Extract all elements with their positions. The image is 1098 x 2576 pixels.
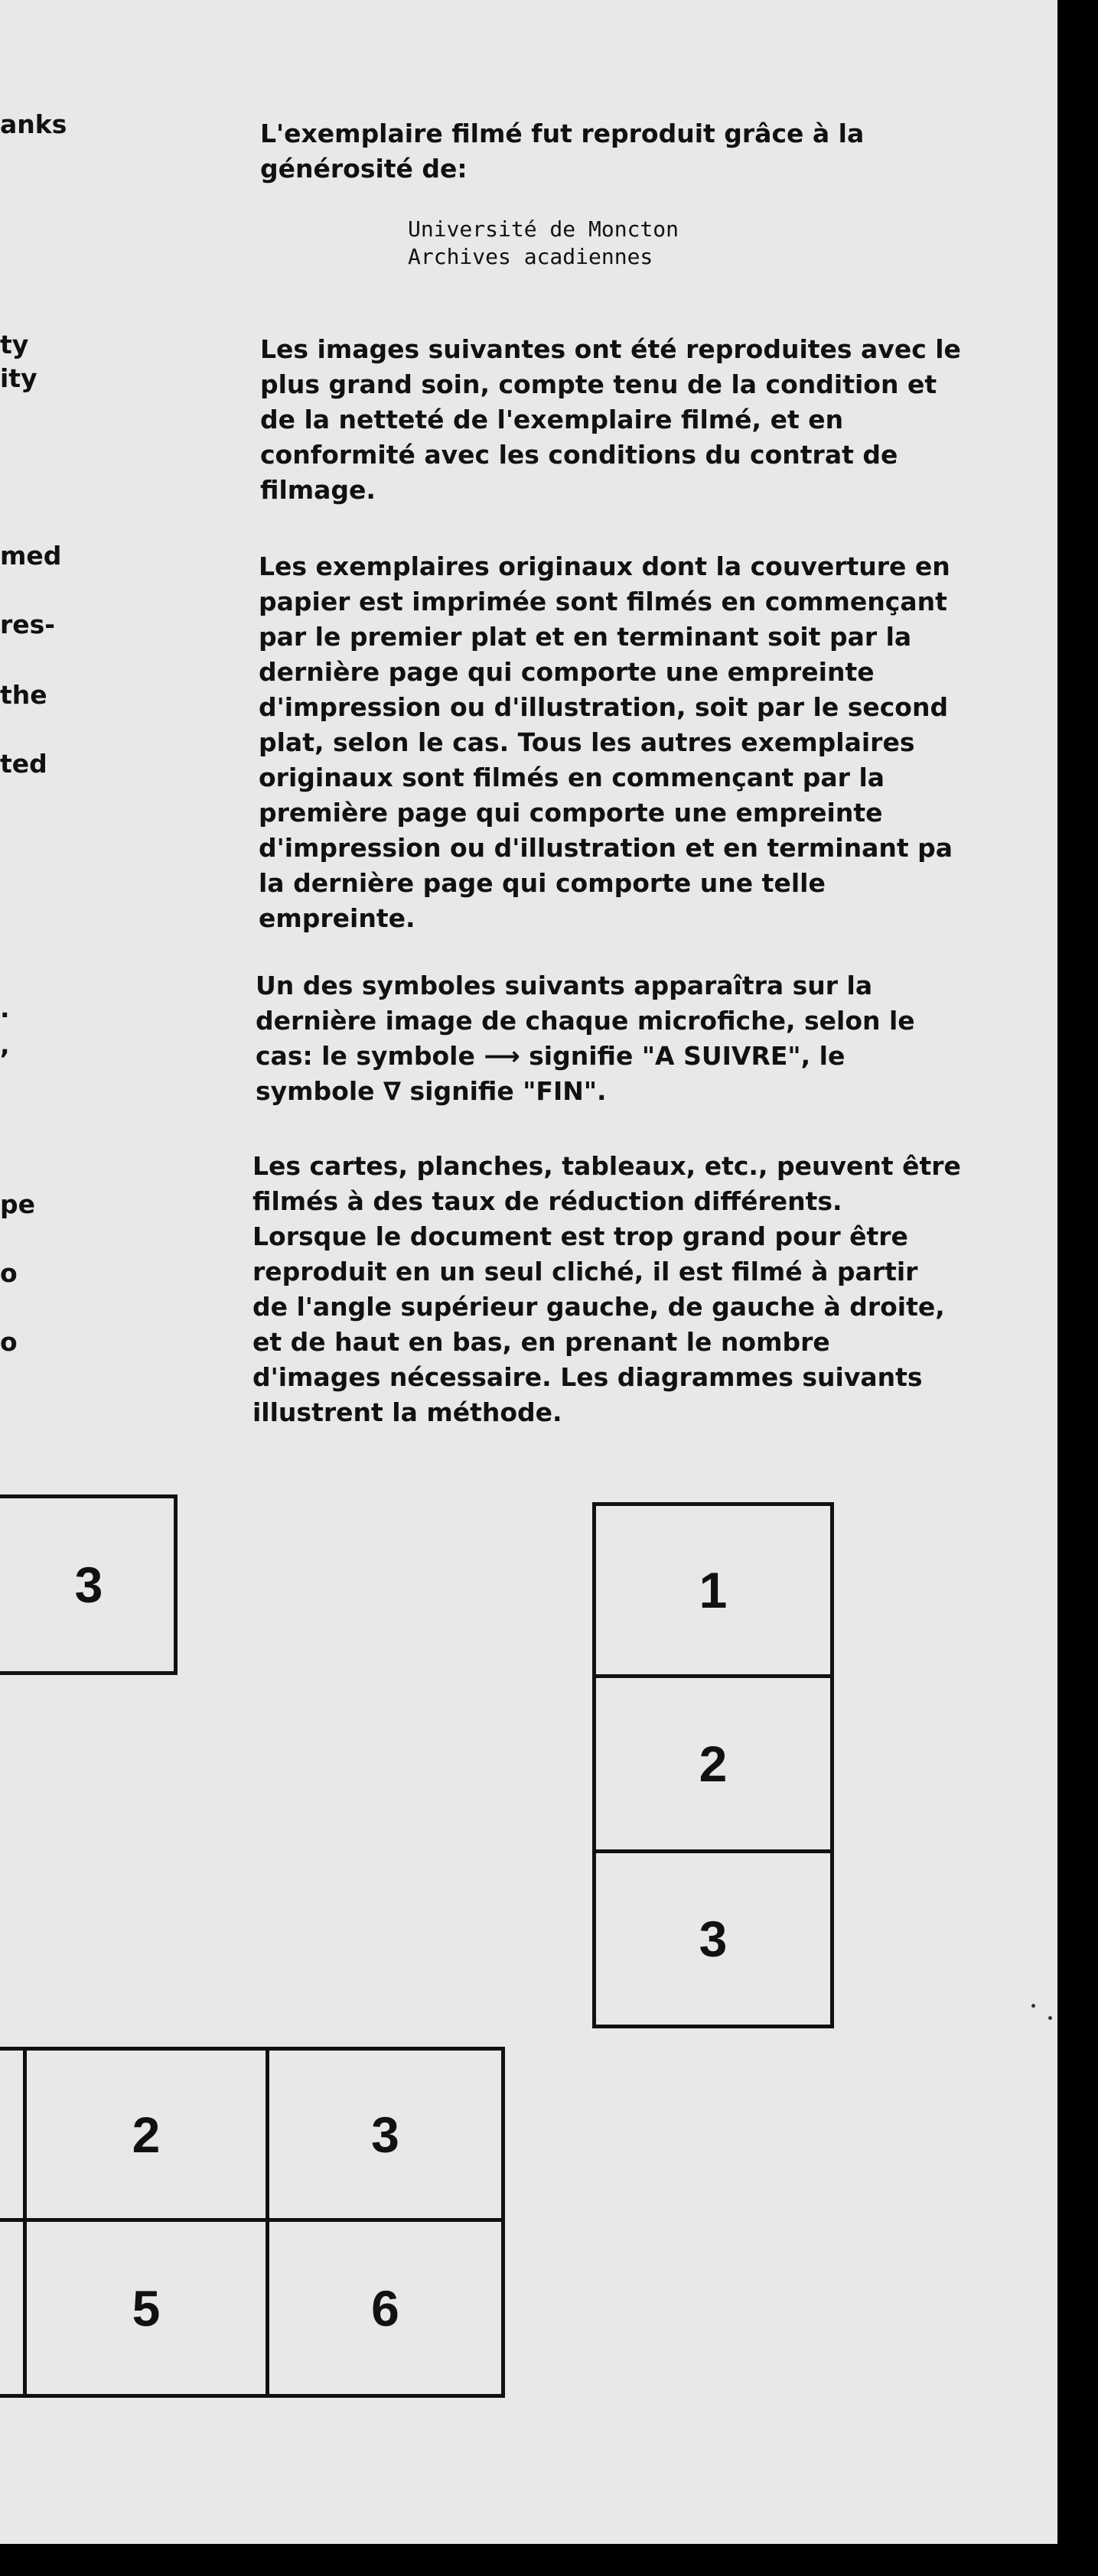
left-fragment: pe [0, 1189, 36, 1219]
paragraph-maps-method: Les cartes, planches, tableaux, etc., peuvent être filmés à des taux de réduction différents. Lorsque le document est trop grand pour être reproduit en un seul cliché, il est filmé à partir de l'angle supérieur gauche, de gauche à droite, et de haut en bas, en prenant le nombre d'images nécessaire. Les diagrammes suivants illustrent la méthode. [253, 1151, 961, 1427]
vertical-cell-2 [592, 1674, 834, 1853]
left-fragment: res- [0, 610, 55, 639]
box-number: 3 [74, 1556, 103, 1613]
left-fragment: , [0, 1030, 10, 1060]
left-fragment: ty [0, 330, 29, 359]
vertical-cell-3 [592, 1849, 834, 2028]
grid-line [501, 2047, 505, 2398]
grid-cell-6: 6 [371, 2279, 399, 2337]
left-fragment: the [0, 680, 47, 710]
cell-number: 1 [699, 1562, 728, 1618]
cell-number: 3 [699, 1911, 728, 1967]
diagram-box-3 [0, 1495, 178, 1675]
paragraph-reproduction-quality: Les images suivantes ont été reproduites avec le plus grand soin, compte tenu de la condition et de la netteté de l'exemplaire filmé, et en conformité avec les conditions du contrat de filmage. [260, 334, 961, 505]
cell-number: 2 [699, 1735, 728, 1792]
paragraph-symbols: Un des symboles suivants apparaîtra sur la dernière image de chaque microfiche, selon le cas: le symbole ⟶ signifie "A SUIVRE", le symbole ∇ signifie "FIN". [256, 971, 915, 1106]
left-fragment: o [0, 1327, 18, 1357]
institution-department: Archives acadiennes [408, 244, 653, 269]
left-fragment: anks [0, 109, 67, 139]
left-fragment: . [0, 994, 10, 1023]
left-fragment: ity [0, 363, 37, 393]
left-fragment: med [0, 541, 62, 571]
left-fragment: ted [0, 749, 47, 779]
heading-line-2: générosité de: [260, 154, 468, 184]
institution-name: Université de Moncton [408, 216, 679, 242]
scan-speck [1031, 2004, 1035, 2008]
paragraph-filming-order: Les exemplaires originaux dont la couverture en papier est imprimée sont filmés en commençant par le premier plat et en terminant soit par la dernière page qui comporte une empreinte d'impression ou d'illustration, soit par le second plat, selon le cas. Tous les autres exemplaires originaux sont filmés en commençant par la première page qui comporte une empreinte d'impression ou d'illustration et en terminant pa la dernière page qui comporte une telle empreinte. [259, 551, 953, 933]
left-fragment: o [0, 1258, 18, 1288]
grid-cell-2: 2 [132, 2106, 161, 2163]
scan-speck [1048, 2016, 1052, 2020]
grid-cell-5: 5 [132, 2279, 161, 2337]
heading-line-1: L'exemplaire filmé fut reproduit grâce à la [260, 119, 865, 148]
vertical-cell-1 [592, 1502, 834, 1678]
grid-cell-3: 3 [371, 2106, 399, 2163]
grid-line [0, 2394, 505, 2398]
